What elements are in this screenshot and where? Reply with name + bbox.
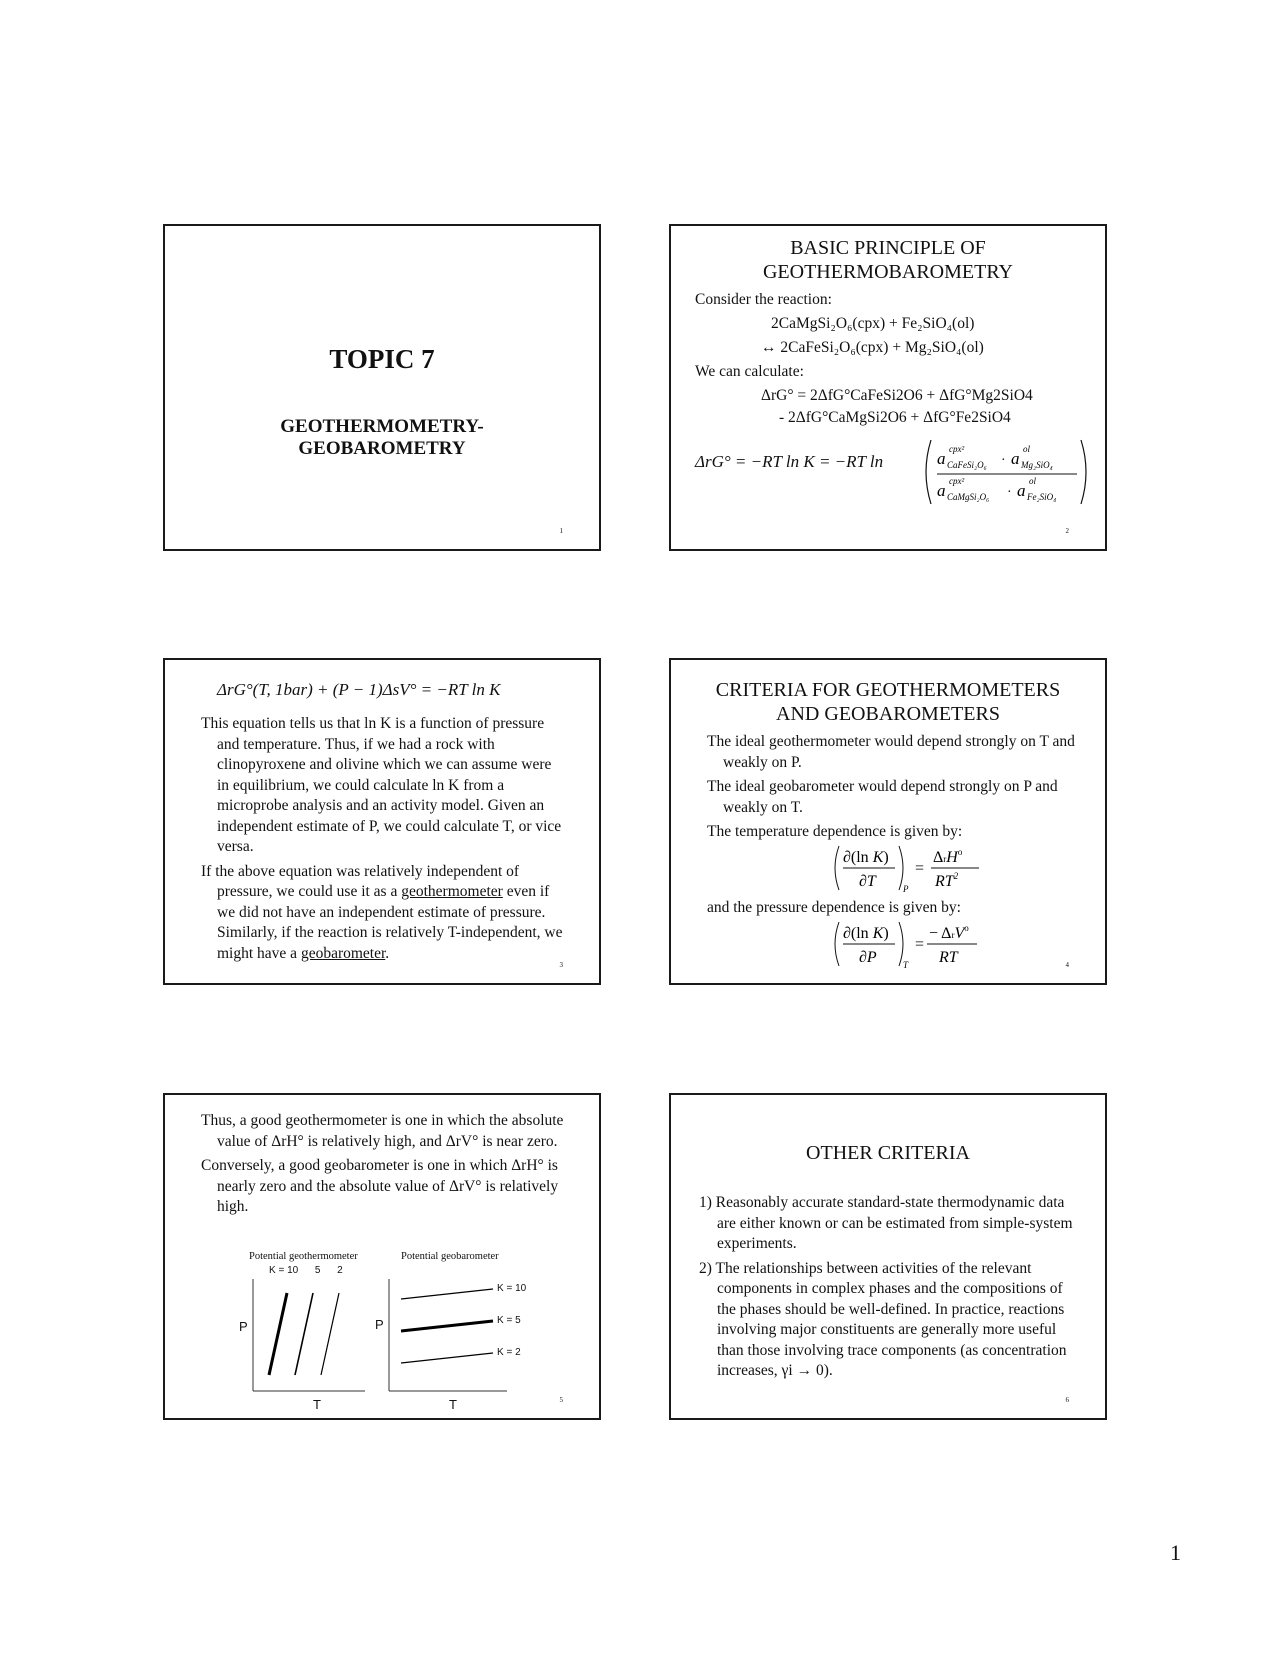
k-2-line-barometer	[401, 1353, 493, 1363]
numerator-partial: ∂(ln K)	[843, 849, 889, 866]
numerator-sup2: ol	[1023, 444, 1031, 454]
slide-number: 1	[559, 527, 563, 535]
left-paren	[926, 440, 931, 504]
graph-1-t-label: T	[313, 1397, 321, 1412]
right-paren	[1081, 440, 1086, 504]
title-line-1: CRITERIA FOR GEOTHERMOMETERS	[715, 679, 1061, 701]
equation-k: ΔrG° = −RT ln K = −RT ln	[695, 452, 884, 471]
k-10-line-barometer	[401, 1289, 493, 1299]
numerator-sub1: CaFeSi₂O₆	[947, 460, 987, 470]
slide-6-title: OTHER CRITERIA	[806, 1142, 970, 1164]
slide-5-body	[201, 1111, 571, 1222]
temperature-dependence-text: The temperature dependence is given by:	[707, 823, 963, 840]
pressure-equation	[831, 918, 1011, 977]
k-10-line	[269, 1293, 287, 1375]
subtitle-line-1: GEOTHERMOMETRY-	[280, 416, 484, 437]
temperature-equation	[831, 842, 1011, 901]
graph-2-k5-label: K = 5	[497, 1315, 521, 1326]
calculate-text: We can calculate:	[695, 363, 804, 380]
slide-5	[163, 1093, 601, 1420]
graph-1-p-label: P	[239, 1319, 248, 1334]
pressure-equation-graphic	[831, 918, 1011, 972]
slide-4	[669, 658, 1107, 985]
slide-number: 3	[559, 961, 563, 969]
activity-ratio	[921, 438, 1091, 513]
pressure-dependence-text: and the pressure dependence is given by:	[707, 899, 961, 916]
k-2-line	[321, 1293, 339, 1375]
title-line-1: BASIC PRINCIPLE OF	[790, 237, 986, 259]
denominator-sup1: cpx²	[949, 476, 965, 486]
slide-number: 5	[559, 1396, 563, 1404]
paragraph-2-end: .	[385, 944, 390, 962]
denominator-a1: a	[937, 481, 946, 500]
paragraph-2-middle: even if we did not have an independent estimate of pressure. Similarly, if the reaction is relatively T-independent, we might have a	[217, 883, 563, 962]
slide-4-body	[707, 732, 1077, 843]
graph-2-p-label: P	[375, 1317, 384, 1332]
denominator-a2: a	[1017, 481, 1026, 500]
subscript-t: T	[903, 960, 909, 970]
slide-2-title	[671, 236, 1105, 284]
slide-1	[163, 224, 601, 551]
numerator-sup1: cpx²	[949, 444, 965, 454]
left-paren	[835, 846, 839, 890]
equals-sign: =	[915, 860, 925, 877]
numerator-a2: a	[1011, 449, 1020, 468]
subscript-p: P	[903, 884, 909, 894]
criterion-barometer: The ideal geobarometer would depend strongly on P and weakly on T.	[707, 778, 1058, 816]
numerator-partial: ∂(ln K)	[843, 925, 889, 942]
slide-6	[669, 1093, 1107, 1420]
paragraph-2-start: If the above equation was relatively independent of pressure, we could use it as a	[201, 862, 520, 900]
geothermometer-term: geothermometer	[401, 883, 503, 900]
denominator-sub2: Fe₂SiO₄	[1027, 492, 1057, 502]
denominator-rt2: $RT^2$	[935, 871, 959, 890]
graph-1-title: Potential geothermometer	[249, 1251, 358, 1262]
k-5-line-barometer	[401, 1321, 493, 1331]
equation-line-2: - 2ΔfG°CaMgSi2O6 + ΔfG°Fe2SiO4	[779, 409, 1011, 426]
graph-2-k2-label: K = 2	[497, 1347, 521, 1358]
graph-1-k-labels: K = 10 5 2	[269, 1265, 343, 1276]
equals-sign: =	[915, 936, 925, 953]
denominator-sub1: CaMgSi₂O₆	[947, 492, 990, 502]
reaction-line-2: ↔ 2CaFeSi₂O₆(cpx) + Mg₂SiO₄(ol)	[761, 339, 984, 356]
denominator-partial: ∂P	[859, 949, 877, 966]
graph-2-k10-label: K = 10	[497, 1283, 527, 1294]
numerator-a1: a	[937, 449, 946, 468]
criterion-thermometer: The ideal geothermometer would depend strongly on T and weakly on P.	[707, 733, 1075, 771]
slide-number: 4	[1065, 961, 1069, 969]
slide-2	[669, 224, 1107, 551]
graph-2-title: Potential geobarometer	[401, 1251, 499, 1262]
paragraph-2	[201, 862, 567, 965]
graph-2-t-label: T	[449, 1397, 457, 1412]
geothermometer-criterion: Thus, a good geothermometer is one in which the absolute value of ΔrH° is relatively high, and ΔrV° is near zero.	[201, 1112, 564, 1150]
geobarometer-term: geobarometer	[300, 944, 386, 962]
paragraph-1: This equation tells us that ln K is a function of pressure and temperature. Thus, if we had a rock with clinopyroxene and olivine which we can assume were in equilibrium, we could calculate ln K from a microprobe analysis and an activity model. Given an independent estimate of P, we could calculate T, or vice versa.	[201, 715, 562, 855]
title-line-2: AND GEOBAROMETERS	[776, 703, 1000, 725]
numerator-dot: ·	[1001, 453, 1006, 468]
slide-number: 2	[1065, 527, 1069, 535]
page-number: 1	[1170, 1540, 1181, 1565]
k-5-line	[295, 1293, 313, 1375]
geobarometer-criterion: Conversely, a good geobarometer is one in which ΔrH° is nearly zero and the absolute value of ΔrV° is relatively high.	[201, 1157, 559, 1215]
slide-number: 6	[1065, 1396, 1069, 1404]
activity-ratio-graphic	[921, 438, 1091, 508]
p-t-diagrams	[225, 1265, 525, 1405]
slide-3-body	[201, 714, 567, 968]
equation-line-1: ΔrG° = 2ΔfG°CaFeSi2O6 + ΔfG°Mg2SiO4	[761, 387, 1033, 404]
left-paren	[835, 922, 839, 966]
denominator-rt: RT	[939, 949, 958, 966]
temperature-equation-graphic	[831, 842, 1011, 896]
slide-3-equation: ΔrG°(T, 1bar) + (P − 1)ΔsV° = −RT ln K	[217, 680, 501, 699]
criterion-2: 2) The relationships between activities of the relevant components in complex phases and the compositions of the phases should be well-defined. In practice, reactions involving major constituents are generally more useful than those involving trace components (as concentration increases, γi → 0).	[699, 1259, 1067, 1379]
slide-6-body	[699, 1193, 1083, 1386]
denominator-partial: ∂T	[859, 873, 876, 890]
denominator-sup2: ol	[1029, 476, 1037, 486]
slide-1-subtitle	[165, 416, 599, 460]
numerator-sub2: Mg₂SiO₄	[1021, 460, 1053, 470]
title-line-2: GEOTHERMOBAROMETRY	[762, 261, 1013, 283]
consider-text: Consider the reaction:	[695, 291, 832, 308]
reaction-line-1: 2CaMgSi₂O₆(cpx) + Fe₂SiO₄(ol)	[771, 315, 975, 332]
slide-3	[163, 658, 601, 985]
denominator-dot: ·	[1007, 485, 1012, 500]
subtitle-line-2: GEOBAROMETRY	[298, 438, 466, 459]
numerator-enthalpy: ΔrH$^o$	[933, 847, 963, 866]
slide-4-title	[671, 678, 1105, 726]
criterion-1: 1) Reasonably accurate standard-state thermodynamic data are either known or can be estimated from simple-system experiments.	[699, 1194, 1073, 1252]
slide-1-title: TOPIC 7	[329, 344, 435, 374]
numerator-volume: − ΔrV$^o$	[929, 923, 969, 942]
